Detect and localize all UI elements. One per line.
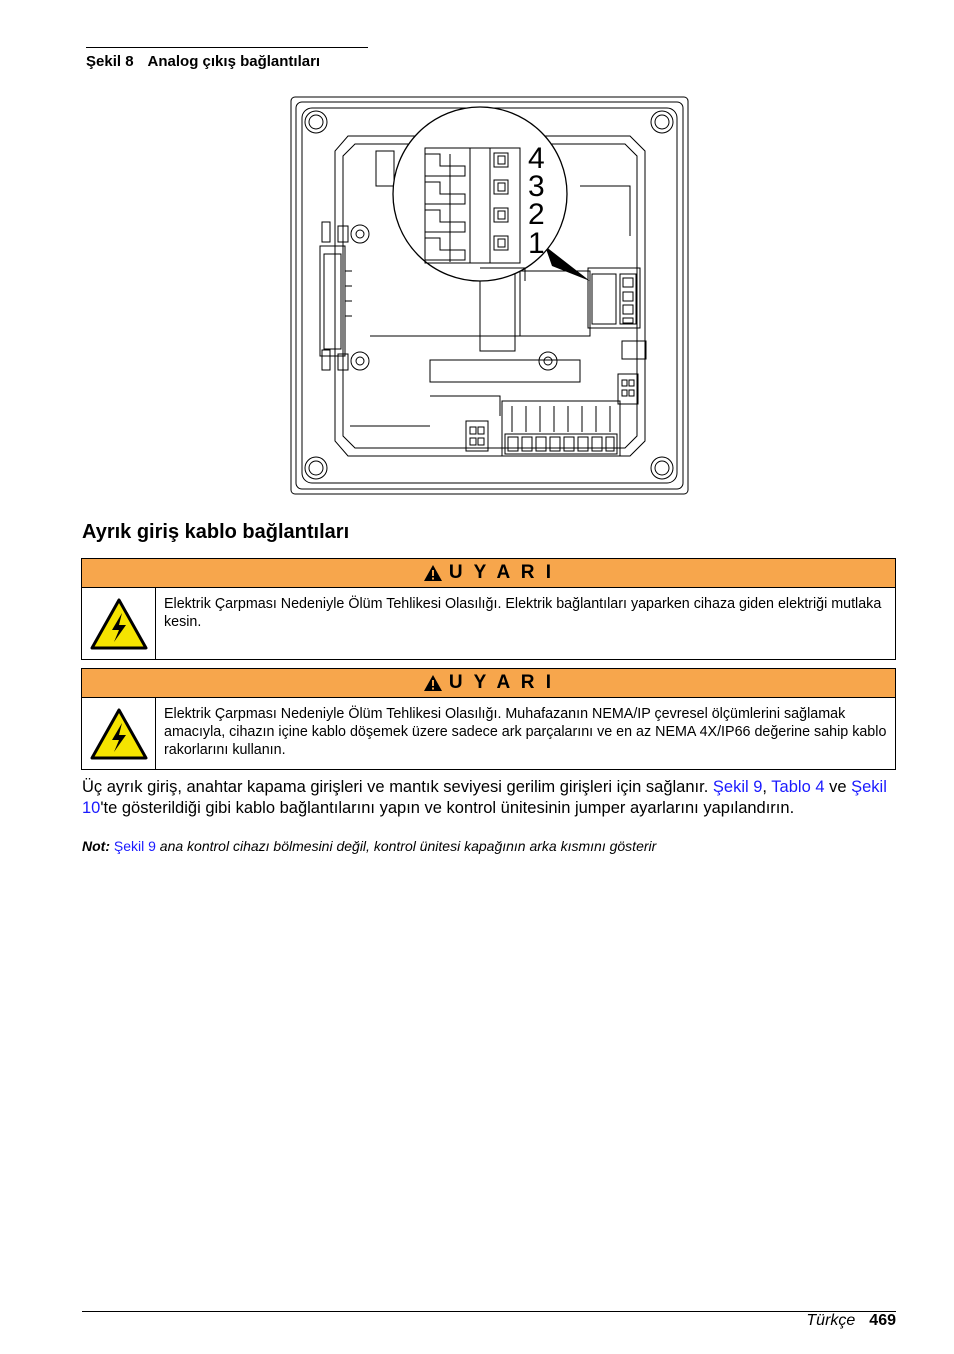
note-link-sekil-9[interactable]: Şekil 9 [113,838,156,854]
link-sekil-9[interactable]: Şekil 9 [712,778,763,796]
warning-heading: U Y A R I [448,562,555,583]
warning-text: Elektrik Çarpması Nedeniyle Ölüm Tehlikesi Olasılığı. Muhafazanın NEMA/IP çevresel ölçümlerini sağlamak amacıyla, cihazın içine kablo döşemek üzere sadece ark parçalarını ve en az NEMA 4X/IP66 değerine sahip kablo rakorlarını kullanın. [164,706,887,758]
terminal-number-3: 3 [528,170,545,203]
note [82,838,902,854]
enclosure-diagram [290,96,690,496]
warning-box-2 [81,668,896,770]
link-tablo-4[interactable]: Tablo 4 [771,778,825,796]
body-text-part: 'te gösterildiği gibi kablo bağlantılarını yapın ve kontrol ünitesinin jumper ayarlarını yapılandırın. [100,799,795,817]
figure-caption-label: Şekil 8 [86,53,134,70]
figure-caption-title: Analog çıkış bağlantıları [147,53,321,70]
body-paragraph [82,777,902,819]
footer [806,1312,896,1330]
terminal-number-4: 4 [528,142,545,175]
warning-triangle-icon [423,564,443,582]
note-label: Not: [82,838,110,854]
footer-language: Türkçe [806,1312,856,1329]
terminal-number-2: 2 [528,198,545,231]
body-text-part: Üç ayrık giriş, anahtar kapama girişleri ve mantık seviyesi gerilim girişleri için sağlanır. [82,778,713,796]
link-sekil-10[interactable]: Şekil 10 [82,778,887,817]
body-text-part: , [762,778,772,796]
warning-box-1 [81,558,896,660]
figure-caption [86,47,368,70]
electrical-hazard-icon [89,707,149,761]
body-text-part: ve [824,778,852,796]
warning-triangle-icon [423,674,443,692]
page-number: 469 [869,1312,896,1329]
section-title: Ayrık giriş kablo bağlantıları [82,521,350,543]
warning-heading: U Y A R I [448,672,555,693]
warning-header [82,559,895,588]
note-text: ana kontrol cihazı bölmesini değil, kontrol ünitesi kapağının arka kısmını gösterir [155,838,657,854]
warning-text: Elektrik Çarpması Nedeniyle Ölüm Tehlikesi Olasılığı. Elektrik bağlantıları yaparken cihaza giden elektriği mutlaka kesin. [164,596,882,630]
analog-output-connections-figure [290,96,690,496]
electrical-hazard-icon [89,597,149,651]
terminal-number-1: 1 [528,227,545,260]
footer-divider [82,1311,896,1312]
warning-header [82,669,895,698]
